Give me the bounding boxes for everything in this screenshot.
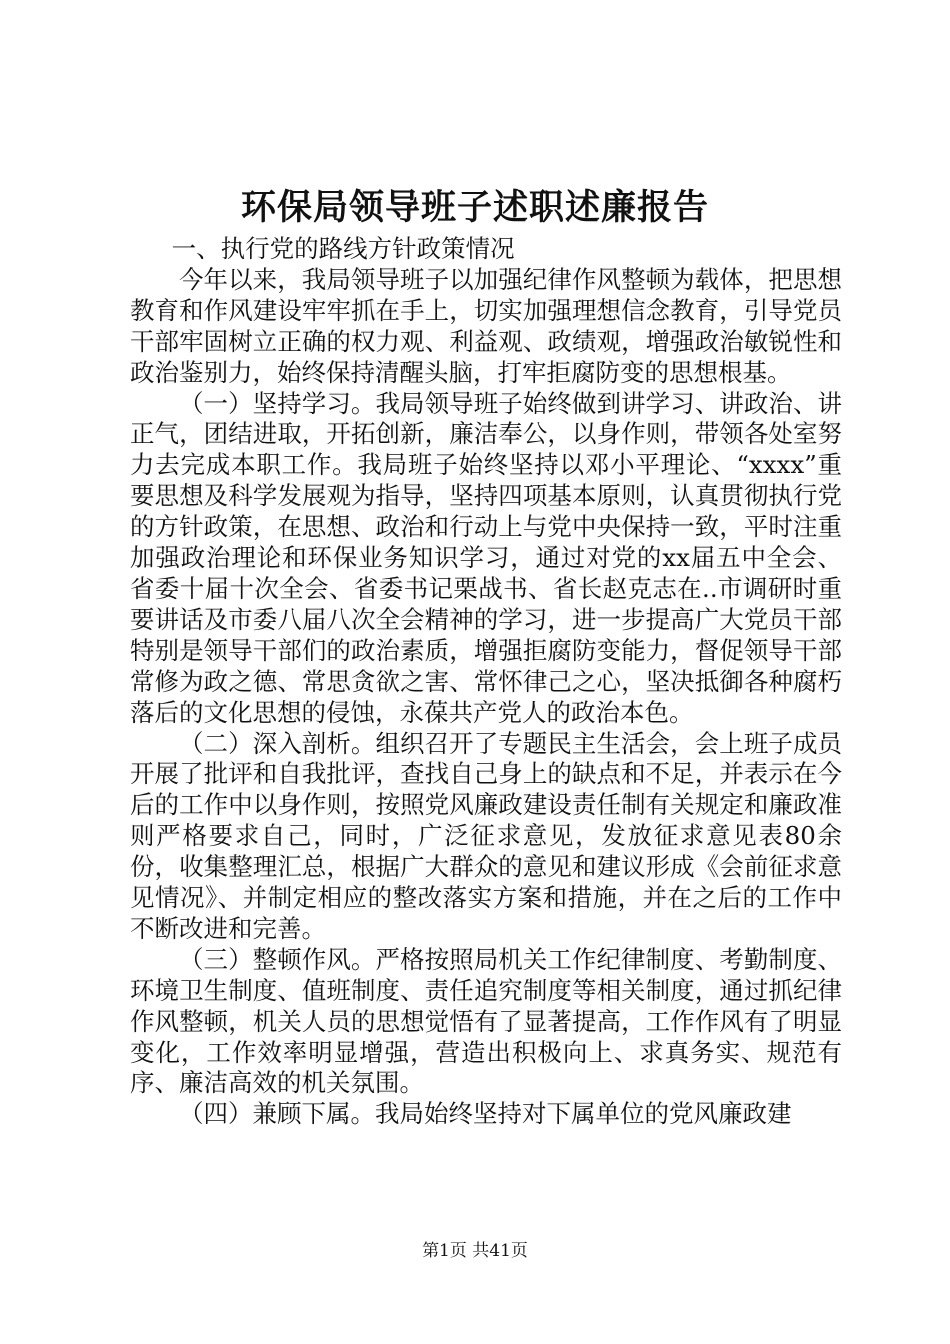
document-body (130, 234, 842, 1130)
paragraph-subordinates: （四）兼顾下属。我局始终坚持对下属单位的党风廉政建 (179, 1099, 792, 1129)
page-number-footer: 第1页 共41页 (422, 1241, 528, 1261)
paragraph-analysis: （二）深入剖析。组织召开了专题民主生活会，会上班子成员开展了批评和自我批评，查找自己身上的缺点和不足，并表示在今后的工作中以身作则，按照党风廉政建设责任制有关规定和廉政准则严格要求自己，同时，广泛征求意见，发放征求意见表80余份，收集整理汇总，根据广大群众的意见和建议形成《会前征求意见情况》、并制定相应的整改落实方案和措施，并在之后的工作中不断改进和完善。 (130, 728, 842, 943)
paragraph-intro: 今年以来，我局领导班子以加强纪律作风整顿为载体，把思想教育和作风建设牢牢抓在手上，切实加强理想信念教育，引导党员干部牢固树立正确的权力观、利益观、政绩观，增强政治敏锐性和政治鉴别力，始终保持清醒头脑，打牢拒腐防变的思想根基。 (130, 264, 842, 387)
paragraph-study: （一）坚持学习。我局领导班子始终做到讲学习、讲政治、讲正气，团结进取，开拓创新，廉洁奉公，以身作则，带领各处室努力去完成本职工作。我局班子始终坚持以邓小平理论、“xxxx”重要思想及科学发展观为指导，坚持四项基本原则，认真贯彻执行党的方针政策，在思想、政治和行动上与党中央保持一致，平时注重加强政治理论和环保业务知识学习，通过对党的xx届五中全会、省委十届十次全会、省委书记栗战书、省长赵克志在..市调研时重要讲话及市委八届八次全会精神的学习，进一步提高广大党员干部特别是领导干部们的政治素质，增强拒腐防变能力，督促领导干部常修为政之德、常思贪欲之害、常怀律己之心，坚决抵御各种腐朽落后的文化思想的侵蚀，永葆共产党人的政治本色。 (130, 388, 842, 727)
document-title: 环保局领导班子述职述廉报告 (240, 187, 709, 228)
paragraph-style: （三）整顿作风。严格按照局机关工作纪律制度、考勤制度、环境卫生制度、值班制度、责任追究制度等相关制度，通过抓纪律作风整顿，机关人员的思想觉悟有了显著提高，工作作风有了明显变化，工作效率明显增强，营造出积极向上、求真务实、规范有序、廉洁高效的机关氛围。 (130, 944, 842, 1098)
section-heading: 一、执行党的路线方针政策情况 (171, 234, 515, 263)
